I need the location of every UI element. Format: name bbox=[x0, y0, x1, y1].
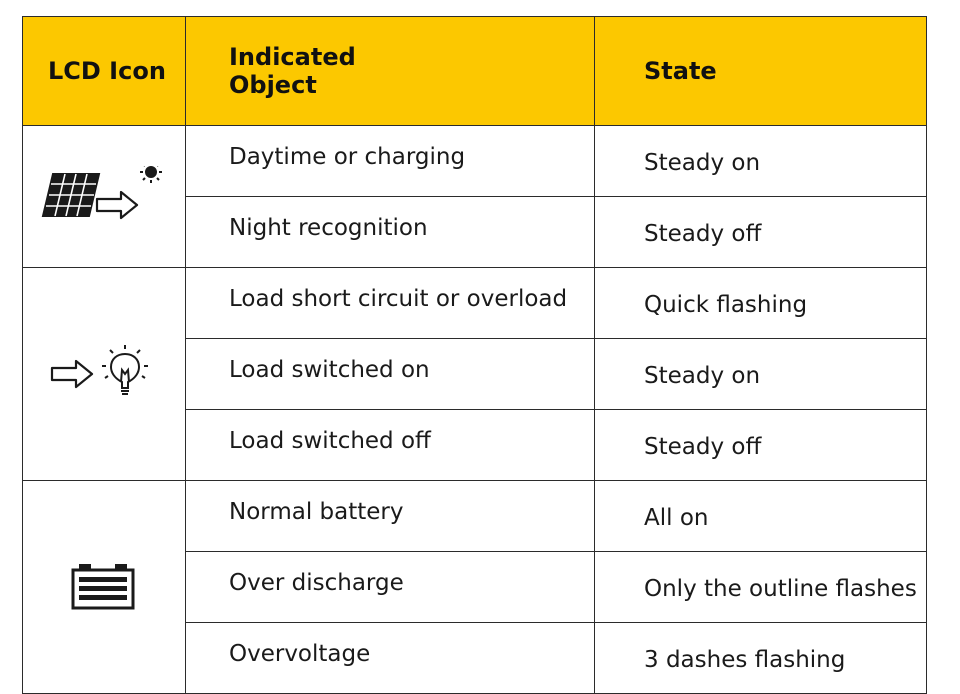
header-object-line2: Object bbox=[229, 71, 317, 99]
object-cell: Daytime or charging bbox=[186, 126, 595, 197]
table-header-row bbox=[23, 17, 927, 126]
object-cell: Load short circuit or overload bbox=[186, 268, 595, 339]
table-row bbox=[23, 126, 927, 197]
table-row bbox=[23, 481, 927, 552]
state-cell: Only the outline flashes bbox=[595, 552, 927, 623]
object-cell: Load switched on bbox=[186, 339, 595, 410]
state-cell: Quick flashing bbox=[595, 268, 927, 339]
object-cell: Load switched off bbox=[186, 410, 595, 481]
lcd-icon-table bbox=[22, 16, 927, 694]
state-cell: Steady off bbox=[595, 197, 927, 268]
solar-panel-arrow-sun-icon bbox=[39, 166, 169, 228]
object-cell: Overvoltage bbox=[186, 623, 595, 694]
object-cell: Normal battery bbox=[186, 481, 595, 552]
icon-cell-load bbox=[23, 268, 186, 481]
header-indicated-object bbox=[186, 17, 595, 126]
icon-cell-solar bbox=[23, 126, 186, 268]
object-cell: Night recognition bbox=[186, 197, 595, 268]
object-cell: Over discharge bbox=[186, 552, 595, 623]
arrow-lightbulb-icon bbox=[48, 344, 160, 404]
header-state: State bbox=[595, 17, 927, 126]
state-cell: All on bbox=[595, 481, 927, 552]
state-cell: Steady on bbox=[595, 126, 927, 197]
state-cell: 3 dashes flashing bbox=[595, 623, 927, 694]
header-object-line1: Indicated bbox=[229, 43, 356, 71]
battery-icon bbox=[71, 562, 137, 612]
table-row bbox=[23, 268, 927, 339]
header-lcd-icon: LCD Icon bbox=[23, 17, 186, 126]
icon-cell-battery bbox=[23, 481, 186, 694]
state-cell: Steady on bbox=[595, 339, 927, 410]
state-cell: Steady off bbox=[595, 410, 927, 481]
